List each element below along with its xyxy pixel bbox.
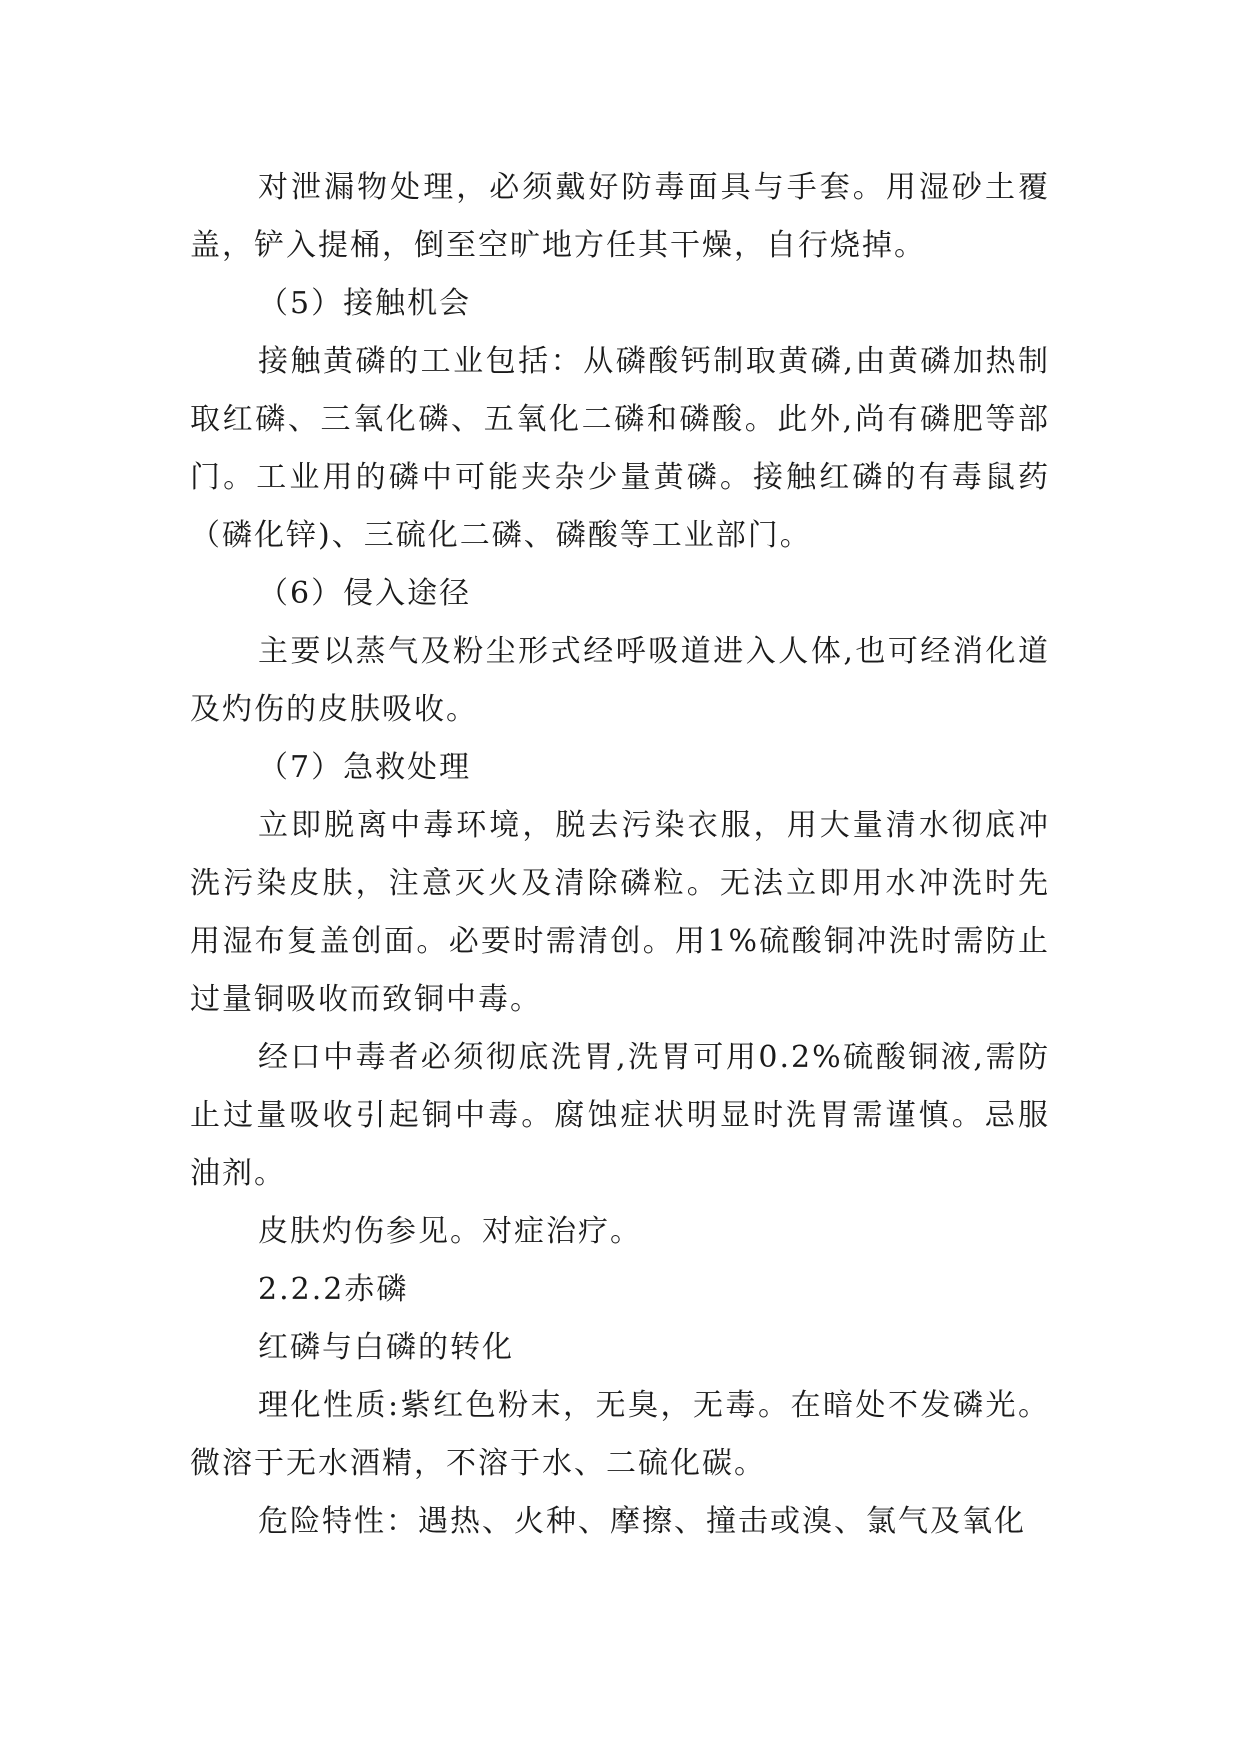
paragraph-entry-route: 主要以蒸气及粉尘形式经呼吸道进入人体,也可经消化道及灼伤的皮肤吸收。: [190, 634, 1050, 727]
paragraph-properties: 理化性质:紫红色粉末，无臭，无毒。在暗处不发磷光。微溶于无水酒精，不溶于水、二硫化碳。: [190, 1388, 1050, 1481]
paragraph-first-aid: 立即脱离中毒环境，脱去污染衣服，用大量清水彻底冲洗污染皮肤，注意灭火及清除磷粒。无法立即用水冲洗时先用湿布复盖创面。必要时需清创。用1%硫酸铜冲洗时需防止过量铜吸收而致铜中毒。: [190, 808, 1050, 1017]
paragraph-hazards: 危险特性：遇热、火种、摩擦、撞击或溴、氯气及氧化: [258, 1504, 1026, 1539]
section-heading-red-phosphorus: 2.2.2赤磷: [258, 1272, 409, 1307]
section-heading-first-aid: （7）急救处理: [258, 750, 472, 785]
document-body: [190, 159, 1050, 1551]
section-heading-exposure: （5）接触机会: [258, 286, 472, 321]
paragraph-skin-burn: 皮肤灼伤参见。对症治疗。: [258, 1214, 642, 1249]
paragraph-exposure: 接触黄磷的工业包括：从磷酸钙制取黄磷,由黄磷加热制取红磷、三氧化磷、五氧化二磷和磷酸。此外,尚有磷肥等部门。工业用的磷中可能夹杂少量黄磷。接触红磷的有毒鼠药（磷化锌)、三硫化二磷、磷酸等工业部门。: [190, 344, 1050, 553]
section-heading-entry-route: （6）侵入途径: [258, 576, 472, 611]
paragraph-spill-handling: 对泄漏物处理，必须戴好防毒面具与手套。用湿砂土覆盖，铲入提桶，倒至空旷地方任其干燥，自行烧掉。: [190, 170, 1050, 263]
paragraph-oral-poisoning: 经口中毒者必须彻底洗胃,洗胃可用0.2%硫酸铜液,需防止过量吸收引起铜中毒。腐蚀症状明显时洗胃需谨慎。忌服油剂。: [190, 1040, 1050, 1191]
paragraph-conversion: 红磷与白磷的转化: [258, 1330, 514, 1365]
